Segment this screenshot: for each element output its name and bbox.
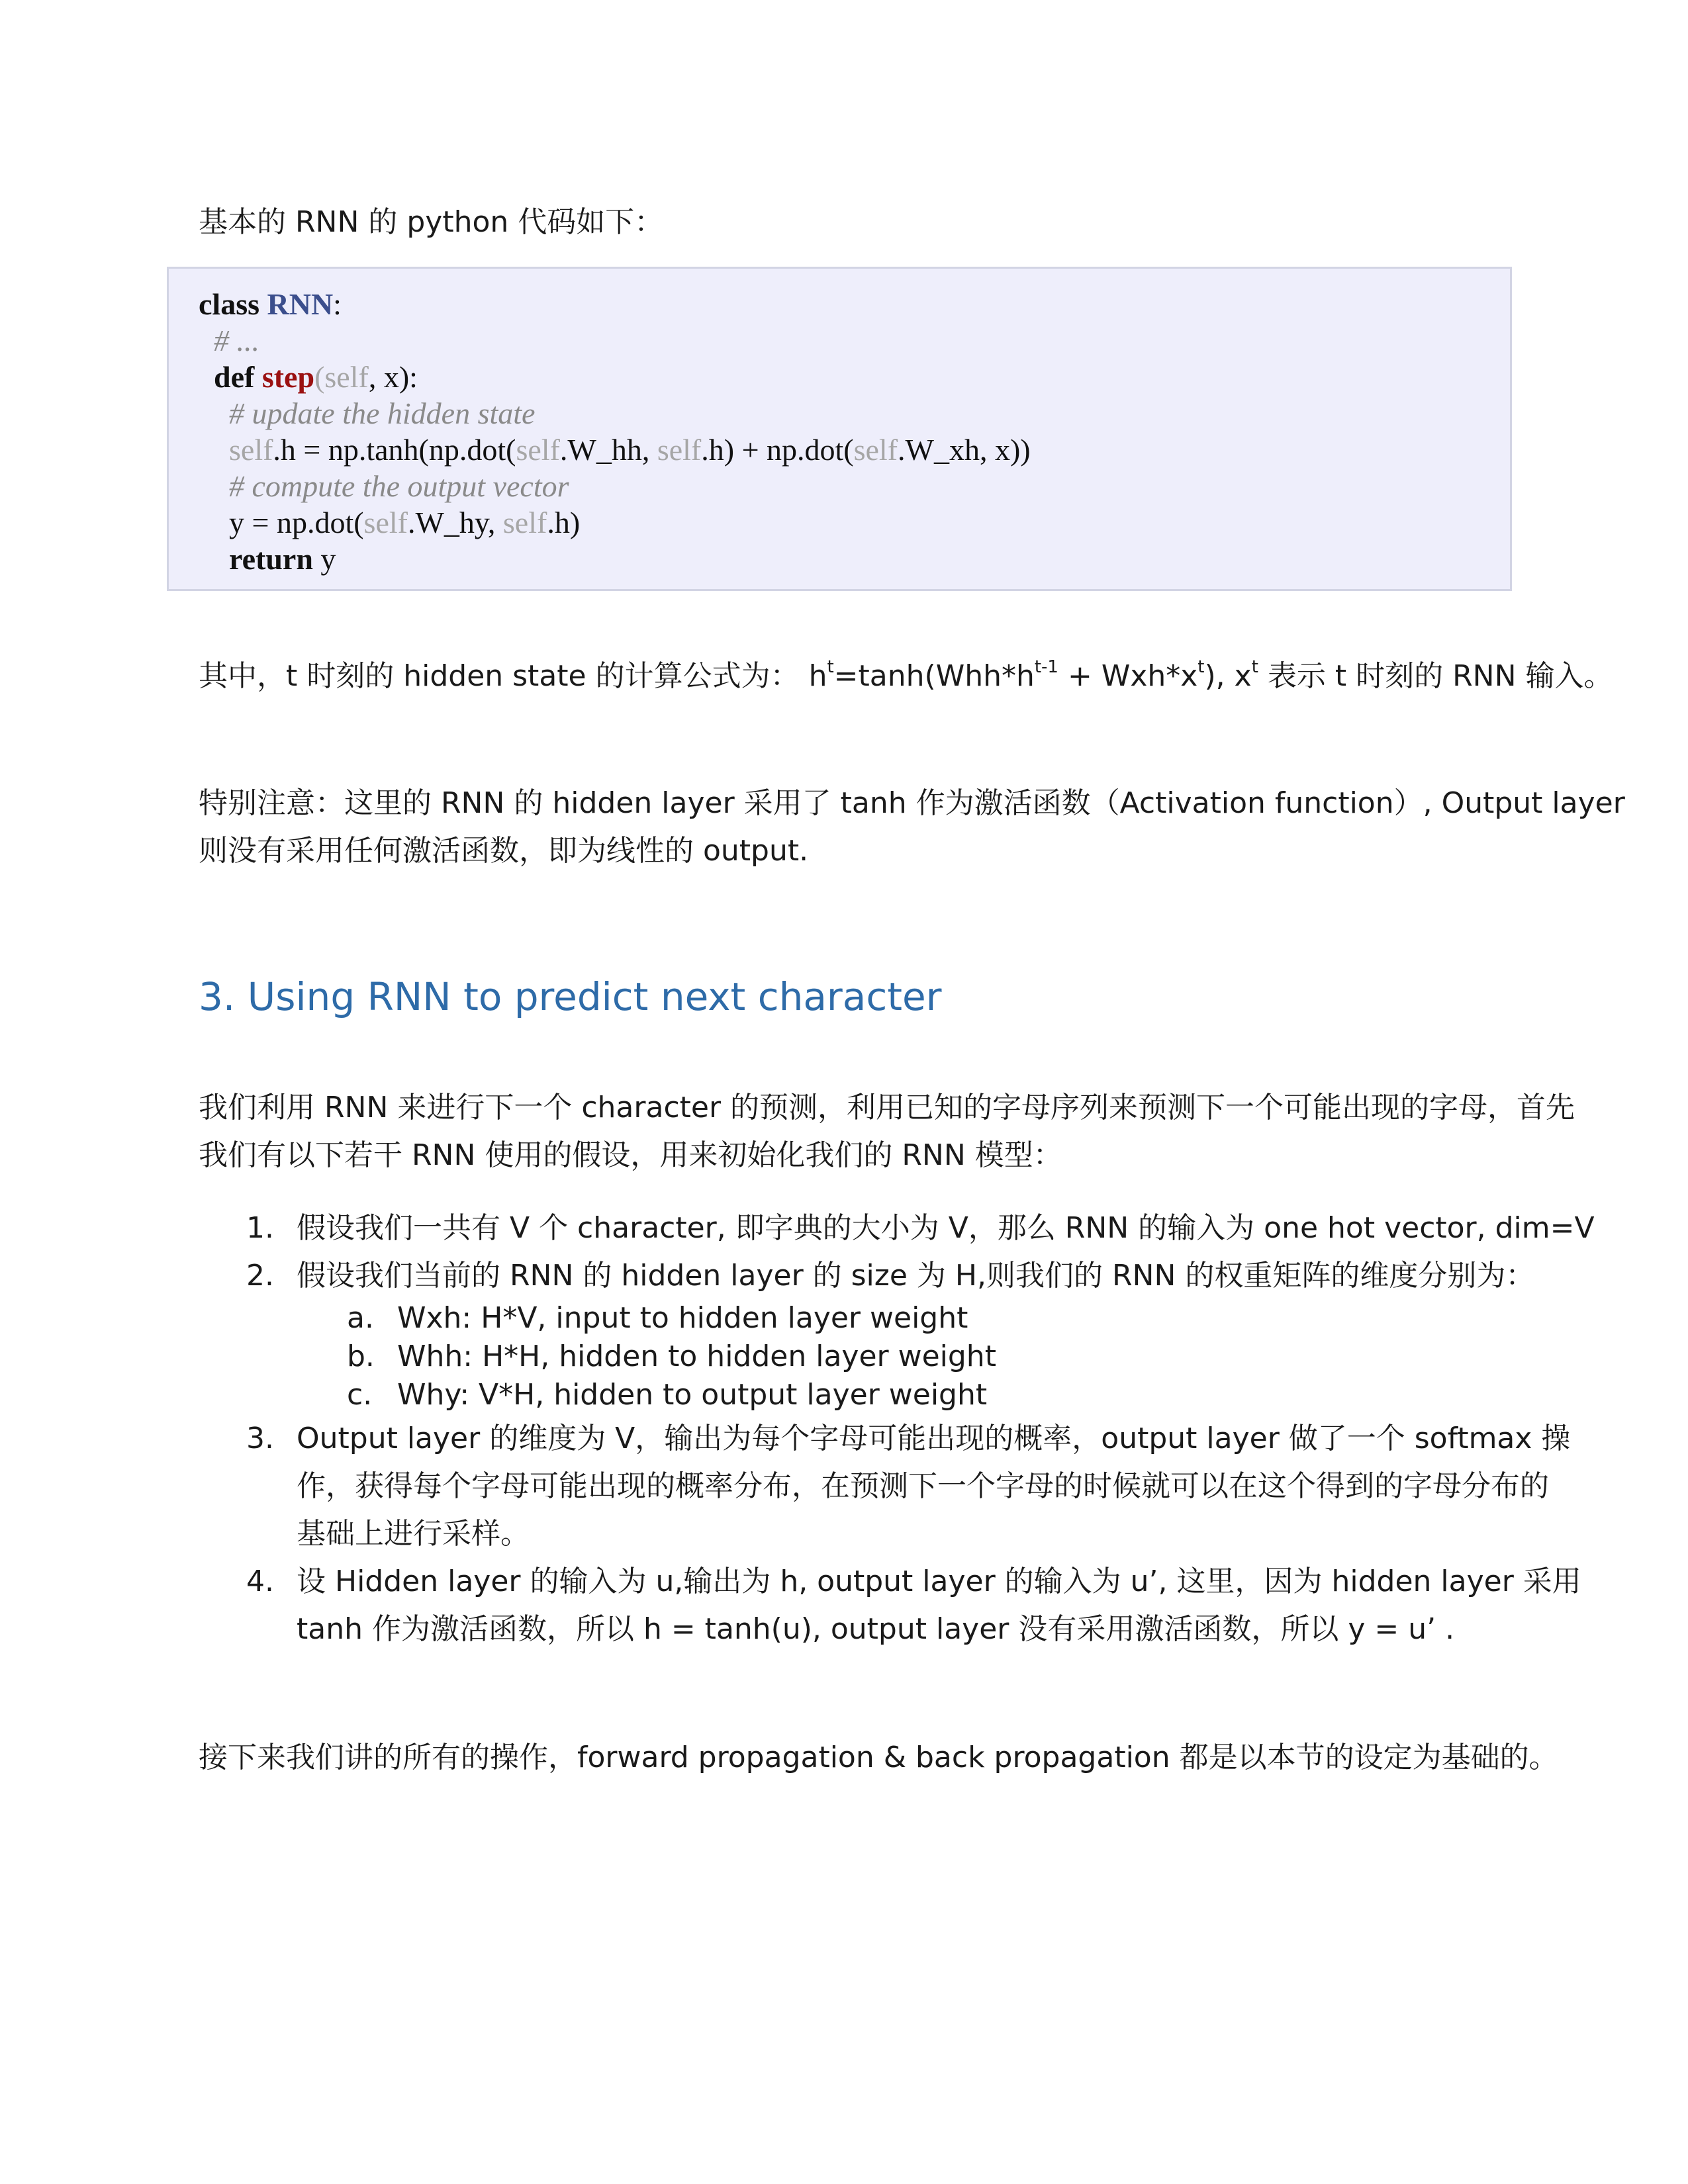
formula-part: 其中，t 时刻的 hidden state 的计算公式为： h	[199, 659, 827, 693]
list-item-text: 假设我们当前的 RNN 的 hidden layer 的 size 为 H,则我们的 RNN 的权重矩阵的维度分别为：	[297, 1259, 1535, 1293]
code-self: self	[363, 506, 408, 539]
sublist-item-marker: a.	[347, 1301, 374, 1335]
list-item-marker: 4.	[246, 1565, 274, 1598]
list-item-marker: 2.	[246, 1259, 274, 1293]
code-self: self	[229, 433, 273, 467]
code-text: .W_hh,	[559, 433, 657, 467]
code-text: .W_xh, x))	[898, 433, 1031, 467]
list-item-text: 基础上进行采样。	[297, 1517, 530, 1551]
code-text: y = np.dot(	[229, 506, 364, 539]
code-keyword: class	[199, 287, 259, 321]
code-keyword: def	[214, 360, 255, 394]
code-text: .W_hy,	[407, 506, 503, 539]
code-class-name: RNN	[267, 287, 334, 321]
code-comment: # ...	[214, 324, 259, 357]
code-text: :	[333, 287, 342, 321]
code-self: self	[502, 506, 547, 539]
formula-part: =tanh(Whh*h	[833, 659, 1035, 693]
formula-text	[199, 653, 1613, 700]
code-text: .h) + np.dot(	[701, 433, 854, 467]
section-intro-line-1: 我们利用 RNN 来进行下一个 character 的预测，利用已知的字母序列来预测下一个可能出现的字母，首先	[199, 1091, 1575, 1124]
list-item-text: 假设我们一共有 V 个 character, 即字典的大小为 V，那么 RNN 的输入为 one hot vector, dim=V	[297, 1211, 1595, 1245]
list-item-marker: 1.	[246, 1211, 274, 1245]
intro-text: 基本的 RNN 的 python 代码如下：	[199, 205, 664, 239]
formula-superscript: t	[1251, 657, 1258, 678]
code-text: , x):	[368, 360, 418, 394]
section-heading: 3. Using RNN to predict next character	[199, 974, 942, 1019]
code-self: self	[324, 360, 369, 394]
section-intro-line-2: 我们有以下若干 RNN 使用的假设，用来初始化我们的 RNN 模型：	[199, 1138, 1062, 1172]
note-line-2: 则没有采用任何激活函数，即为线性的 output.	[199, 834, 809, 868]
sublist-item-marker: b.	[347, 1340, 375, 1373]
formula-part: + Wxh*x	[1058, 659, 1198, 693]
list-item-text: 作，获得每个字母可能出现的概率分布，在预测下一个字母的时候就可以在这个得到的字母分布的	[297, 1469, 1549, 1503]
code-self: self	[657, 433, 702, 467]
closing-text: 接下来我们讲的所有的操作，forward propagation & back propagation 都是以本节的设定为基础的。	[199, 1741, 1558, 1774]
code-comment: # update the hidden state	[229, 396, 536, 430]
sublist-item-text: Why: V*H, hidden to output layer weight	[397, 1378, 988, 1412]
list-item-text: tanh 作为激活函数，所以 h = tanh(u), output layer 没有采用激活函数，所以 y = u’ .	[297, 1612, 1455, 1646]
list-item-text: Output layer 的维度为 V，输出为每个字母可能出现的概率，output layer 做了一个 softmax 操	[297, 1422, 1571, 1455]
code-text: (	[314, 360, 325, 394]
code-text: y	[312, 542, 336, 576]
note-line-1: 特别注意：这里的 RNN 的 hidden layer 采用了 tanh 作为激活函数（Activation function）, Output layer	[199, 786, 1625, 820]
code-function-name: step	[261, 360, 315, 394]
code-self: self	[516, 433, 560, 467]
sublist-item-marker: c.	[347, 1378, 373, 1412]
sublist-item-text: Wxh: H*V, input to hidden layer weight	[397, 1301, 968, 1335]
list-item-text: 设 Hidden layer 的输入为 u,输出为 h, output layer 的输入为 u’, 这里，因为 hidden layer 采用	[297, 1565, 1581, 1598]
code-self: self	[853, 433, 898, 467]
code-listing	[199, 286, 1031, 577]
code-text: .h = np.tanh(np.dot(	[273, 433, 516, 467]
code-text: .h)	[547, 506, 581, 539]
code-comment: # compute the output vector	[229, 469, 569, 503]
formula-superscript: t	[827, 657, 834, 678]
sublist-item-text: Whh: H*H, hidden to hidden layer weight	[397, 1340, 996, 1373]
code-keyword: return	[229, 542, 313, 576]
formula-part: ), x	[1204, 659, 1252, 693]
code-block	[167, 267, 1512, 591]
formula-part: 表示 t 时刻的 RNN 输入。	[1258, 659, 1613, 693]
formula-superscript: t-1	[1034, 657, 1058, 678]
list-item-marker: 3.	[246, 1422, 274, 1455]
formula-superscript: t	[1197, 657, 1205, 678]
